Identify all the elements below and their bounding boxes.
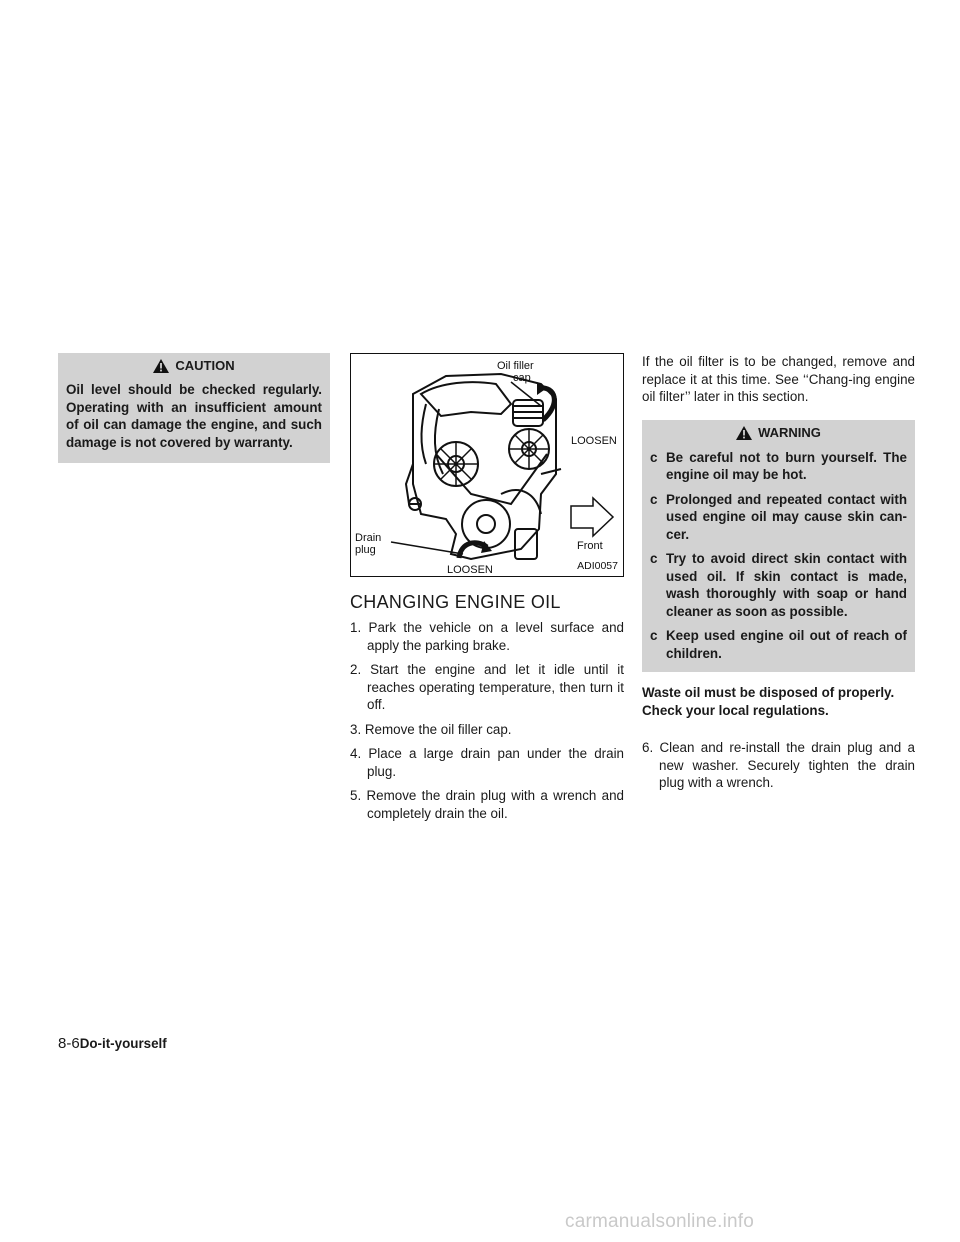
- warning-triangle-icon: [153, 359, 169, 373]
- oil-filler-cap-label: Oil filler cap: [497, 360, 534, 384]
- caution-title: CAUTION: [175, 358, 235, 373]
- step-5: 5. Remove the drain plug with a wrench and completely drain the oil.: [350, 788, 624, 821]
- figure-code: ADI0057: [577, 560, 618, 572]
- warning-item: c Be careful not to burn yourself. The engine oil may be hot.: [650, 449, 907, 482]
- caution-box: [58, 353, 330, 463]
- step-4: 4. Place a large drain pan under the drain plug.: [350, 746, 624, 779]
- warning-heading: [650, 424, 907, 442]
- disposal-note: Waste oil must be disposed of properly. Check your local regulations.: [642, 685, 895, 718]
- step-1: 1. Park the vehicle on a level surface and apply the parking brake.: [350, 620, 624, 653]
- step-6: 6. Clean and re-install the drain plug and a new washer. Securely tighten the drain plug with a wrench.: [642, 740, 915, 790]
- warning-item: c Prolonged and repeated contact with used engine oil may cause skin can-cer.: [650, 491, 907, 542]
- middle-column: [350, 353, 624, 829]
- page-number: 8-6: [58, 1035, 80, 1052]
- front-label: Front: [577, 540, 603, 552]
- loosen-label-bottom: LOOSEN: [447, 564, 493, 576]
- left-column: [58, 353, 330, 463]
- bullet-mark: c: [650, 491, 658, 507]
- loosen-label-top: LOOSEN: [571, 435, 617, 447]
- footer-section-title: Do-it-yourself: [79, 1036, 167, 1051]
- caution-heading: [66, 357, 322, 375]
- bullet-mark: c: [650, 551, 658, 566]
- step-3: 3. Remove the oil filler cap.: [350, 721, 512, 737]
- caution-text: Oil level should be checked regularly. Operating with an insufficient amount of oil can damage the engine, and such damage is not covered by warranty.: [66, 382, 322, 450]
- bullet-mark: c: [650, 628, 658, 643]
- section-title: CHANGING ENGINE OIL: [350, 592, 561, 612]
- warning-triangle-icon: [736, 426, 752, 440]
- warning-item: c Try to avoid direct skin contact with used oil. If skin contact is made, wash thoroughly with soap or hand cleaner as soon as possible.: [650, 551, 907, 619]
- warning-title: WARNING: [758, 424, 821, 440]
- oil-filter-intro: If the oil filter is to be changed, remove and replace it at this time. See ‘‘Chang-ing engine oil filter’’ later in this section.: [642, 354, 915, 404]
- drain-plug-label: Drain plug: [355, 532, 382, 556]
- right-column: [642, 353, 915, 799]
- warning-item: c Keep used engine oil out of reach of children.: [650, 628, 907, 661]
- warning-box: [642, 420, 915, 673]
- engine-diagram: [350, 353, 624, 577]
- page-footer: [58, 1035, 167, 1052]
- step-2: 2. Start the engine and let it idle until it reaches operating temperature, then turn it off.: [350, 662, 624, 712]
- bullet-mark: c: [650, 449, 658, 465]
- watermark-link[interactable]: carmanualsonline.info: [565, 1211, 755, 1232]
